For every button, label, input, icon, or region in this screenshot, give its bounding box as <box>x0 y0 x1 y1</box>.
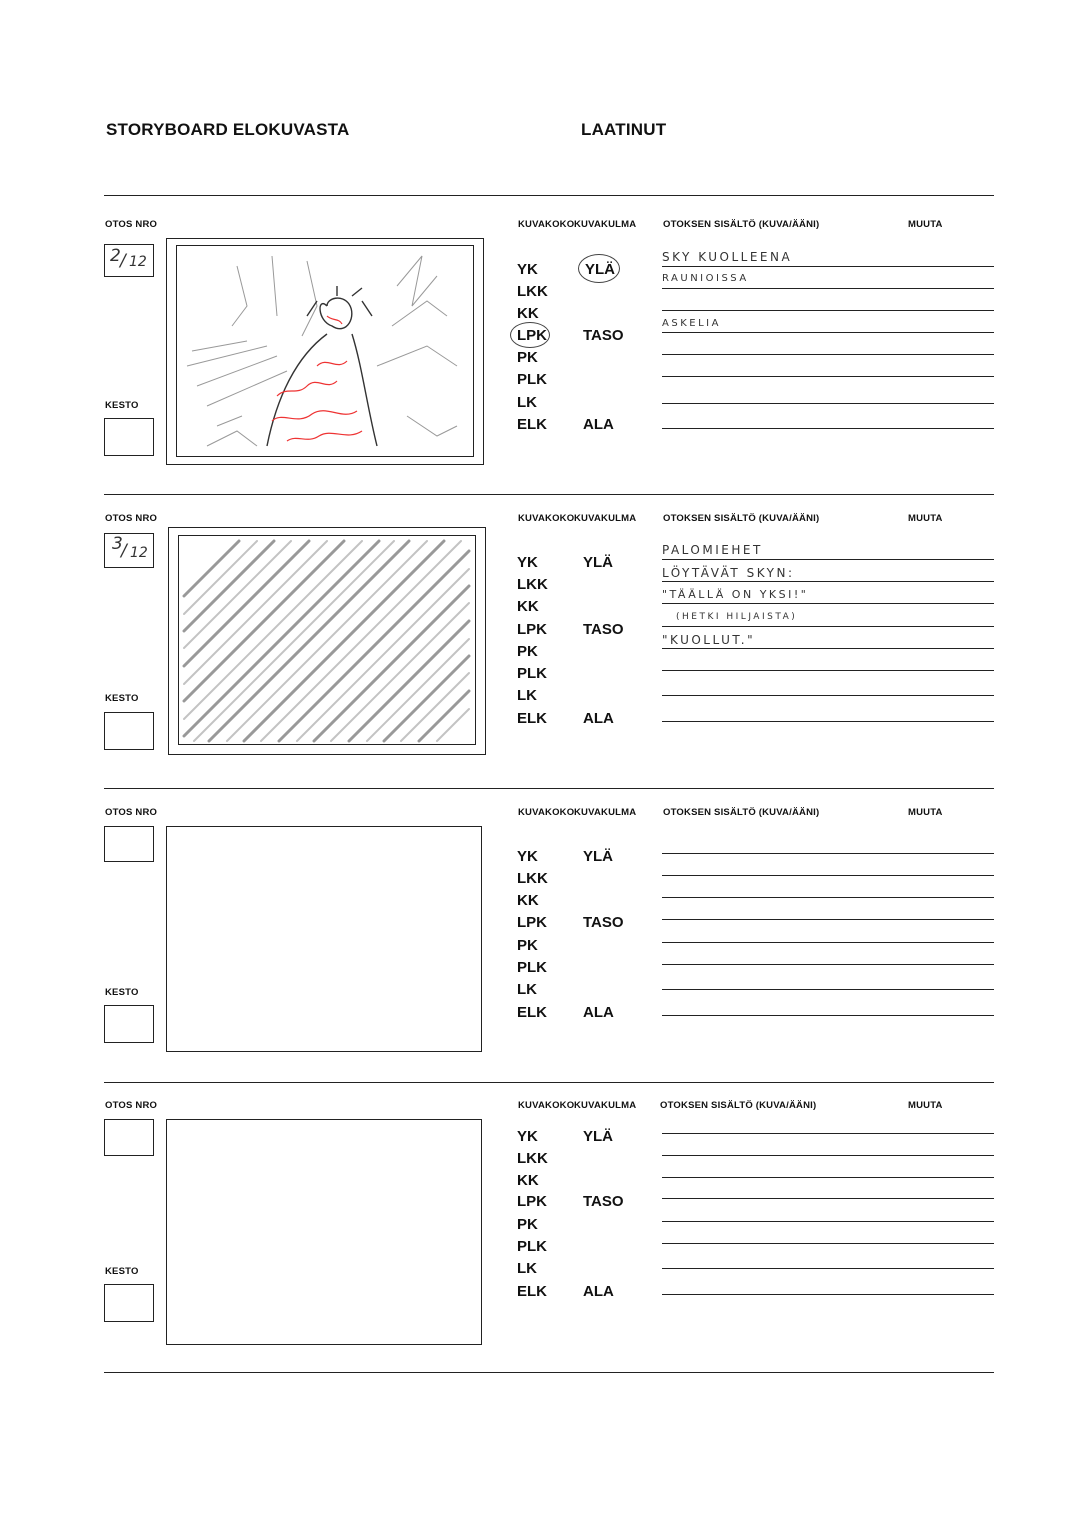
frame-box[interactable] <box>166 826 482 1052</box>
shot-number-value: 2 <box>110 246 121 266</box>
other-header: MUUTA <box>908 513 943 524</box>
size-option-lk[interactable]: LK <box>517 394 537 411</box>
angle-option-low[interactable]: ALA <box>583 1283 614 1300</box>
note-line <box>662 695 994 696</box>
selected-angle-marker <box>578 254 620 283</box>
note-line <box>662 288 994 289</box>
note-line <box>662 721 994 722</box>
size-option-kk[interactable]: KK <box>517 892 539 909</box>
size-option-lk[interactable]: LK <box>517 1260 537 1277</box>
frame-box <box>168 527 486 755</box>
duration-box[interactable] <box>104 418 154 456</box>
shot-size-header: KUVAKOKO <box>518 513 575 524</box>
duration-box[interactable] <box>104 712 154 750</box>
note-line <box>662 354 994 355</box>
angle-option-high[interactable]: YLÄ <box>583 848 613 865</box>
size-option-pk[interactable]: PK <box>517 1216 538 1233</box>
size-option-lkk[interactable]: LKK <box>517 1150 548 1167</box>
duration-label: KESTO <box>105 1266 139 1277</box>
shot-number-total: 12 <box>130 545 148 561</box>
size-option-lpk[interactable]: LPK <box>517 1193 547 1210</box>
size-option-yk[interactable]: YK <box>517 848 538 865</box>
angle-option-level[interactable]: TASO <box>583 327 624 344</box>
size-option-lk[interactable]: LK <box>517 687 537 704</box>
note-line <box>662 310 994 311</box>
section-divider <box>104 1082 994 1083</box>
angle-option-high[interactable]: YLÄ <box>585 261 615 278</box>
note-line <box>662 1294 994 1295</box>
note-line <box>662 670 994 671</box>
note-line <box>662 581 994 582</box>
note-text: "KUOLLUT." <box>662 633 756 647</box>
size-option-plk[interactable]: PLK <box>517 371 547 388</box>
duration-label: KESTO <box>105 400 139 411</box>
shot-number-value: 3 <box>112 534 123 554</box>
size-option-plk[interactable]: PLK <box>517 959 547 976</box>
duration-label: KESTO <box>105 987 139 998</box>
size-option-kk[interactable]: KK <box>517 598 539 615</box>
sketch-frame <box>178 535 476 745</box>
note-line <box>662 989 994 990</box>
size-option-pk[interactable]: PK <box>517 643 538 660</box>
note-line <box>662 559 994 560</box>
shot-number-label: OTOS NRO <box>105 807 158 818</box>
note-line <box>662 332 994 333</box>
angle-option-high[interactable]: YLÄ <box>583 1128 613 1145</box>
camera-angle-header: KUVAKULMA <box>574 807 637 818</box>
section-divider <box>104 195 994 196</box>
shot-number-label: OTOS NRO <box>105 219 158 230</box>
content-header: OTOKSEN SISÄLTÖ (KUVA/ÄÄNI) <box>663 219 820 230</box>
angle-option-level[interactable]: TASO <box>583 621 624 638</box>
size-option-yk[interactable]: YK <box>517 554 538 571</box>
shot-size-header: KUVAKOKO <box>518 219 575 230</box>
shot-number-label: OTOS NRO <box>105 1100 158 1111</box>
section-divider <box>104 788 994 789</box>
other-header: MUUTA <box>908 1100 943 1111</box>
other-header: MUUTA <box>908 807 943 818</box>
note-line <box>662 1243 994 1244</box>
size-option-lpk[interactable]: LPK <box>517 914 547 931</box>
size-option-lpk[interactable]: LPK <box>517 327 547 344</box>
size-option-pk[interactable]: PK <box>517 937 538 954</box>
shot-size-header: KUVAKOKO <box>518 1100 575 1111</box>
note-line <box>662 1177 994 1178</box>
shot-number-box[interactable] <box>104 244 154 277</box>
size-option-lpk[interactable]: LPK <box>517 621 547 638</box>
size-option-yk[interactable]: YK <box>517 1128 538 1145</box>
other-header: MUUTA <box>908 219 943 230</box>
duration-box[interactable] <box>104 1284 154 1322</box>
note-text: SKY KUOLLEENA <box>662 250 793 264</box>
angle-option-low[interactable]: ALA <box>583 416 614 433</box>
duration-box[interactable] <box>104 1005 154 1043</box>
note-line <box>662 919 994 920</box>
frame-box <box>166 238 484 465</box>
note-line <box>662 403 994 404</box>
shot-size-header: KUVAKOKO <box>518 807 575 818</box>
angle-option-low[interactable]: ALA <box>583 710 614 727</box>
size-option-elk[interactable]: ELK <box>517 416 547 433</box>
size-option-kk[interactable]: KK <box>517 305 539 322</box>
size-option-lkk[interactable]: LKK <box>517 283 548 300</box>
size-option-yk[interactable]: YK <box>517 261 538 278</box>
angle-option-level[interactable]: TASO <box>583 914 624 931</box>
note-line <box>662 648 994 649</box>
size-option-pk[interactable]: PK <box>517 349 538 366</box>
shot-number-slash: / <box>120 251 126 271</box>
content-header: OTOKSEN SISÄLTÖ (KUVA/ÄÄNI) <box>663 513 820 524</box>
size-option-elk[interactable]: ELK <box>517 1004 547 1021</box>
note-line <box>662 1133 994 1134</box>
shot-number-label: OTOS NRO <box>105 513 158 524</box>
sketch-drawing <box>179 536 475 744</box>
duration-label: KESTO <box>105 693 139 704</box>
size-option-plk[interactable]: PLK <box>517 1238 547 1255</box>
note-text: PALOMIEHET <box>662 543 763 557</box>
note-line <box>662 376 994 377</box>
sketch-drawing <box>177 246 473 456</box>
note-line <box>662 428 994 429</box>
selected-size-marker <box>510 322 550 348</box>
note-line <box>662 1268 994 1269</box>
section-divider <box>104 1372 994 1373</box>
note-line <box>662 897 994 898</box>
shot-number-total: 12 <box>129 254 147 270</box>
size-option-kk[interactable]: KK <box>517 1172 539 1189</box>
camera-angle-header: KUVAKULMA <box>574 1100 637 1111</box>
camera-angle-header: KUVAKULMA <box>574 513 637 524</box>
shot-number-box[interactable] <box>104 826 154 862</box>
size-option-lkk[interactable]: LKK <box>517 870 548 887</box>
size-option-lk[interactable]: LK <box>517 981 537 998</box>
note-text: (HETKI HILJAISTA) <box>676 612 798 622</box>
note-line <box>662 964 994 965</box>
shot-number-box[interactable] <box>104 1119 154 1156</box>
note-line <box>662 875 994 876</box>
note-text: RAUNIOISSA <box>662 273 749 284</box>
note-text: "TÄÄLLÄ ON YKSI!" <box>662 588 809 601</box>
note-line <box>662 1221 994 1222</box>
angle-option-high[interactable]: YLÄ <box>583 554 613 571</box>
note-text: LÖYTÄVÄT SKYN: <box>662 566 795 580</box>
sketch-frame <box>176 245 474 457</box>
note-line <box>662 1155 994 1156</box>
note-line <box>662 1015 994 1016</box>
author-label: LAATINUT <box>581 120 667 139</box>
size-option-plk[interactable]: PLK <box>517 665 547 682</box>
angle-option-level[interactable]: TASO <box>583 1193 624 1210</box>
content-header: OTOKSEN SISÄLTÖ (KUVA/ÄÄNI) <box>663 807 820 818</box>
camera-angle-header: KUVAKULMA <box>574 219 637 230</box>
note-line <box>662 603 994 604</box>
page-title: STORYBOARD ELOKUVASTA <box>106 120 350 139</box>
frame-box[interactable] <box>166 1119 482 1345</box>
size-option-elk[interactable]: ELK <box>517 710 547 727</box>
size-option-lkk[interactable]: LKK <box>517 576 548 593</box>
content-header: OTOKSEN SISÄLTÖ (KUVA/ÄÄNI) <box>660 1100 817 1111</box>
shot-number-box[interactable] <box>104 533 154 568</box>
note-line <box>662 942 994 943</box>
size-option-elk[interactable]: ELK <box>517 1283 547 1300</box>
note-text: ASKELIA <box>662 318 721 329</box>
note-line <box>662 1198 994 1199</box>
angle-option-low[interactable]: ALA <box>583 1004 614 1021</box>
note-line <box>662 266 994 267</box>
shot-number-slash: / <box>121 541 127 561</box>
section-divider <box>104 494 994 495</box>
note-line <box>662 853 994 854</box>
note-line <box>662 626 994 627</box>
